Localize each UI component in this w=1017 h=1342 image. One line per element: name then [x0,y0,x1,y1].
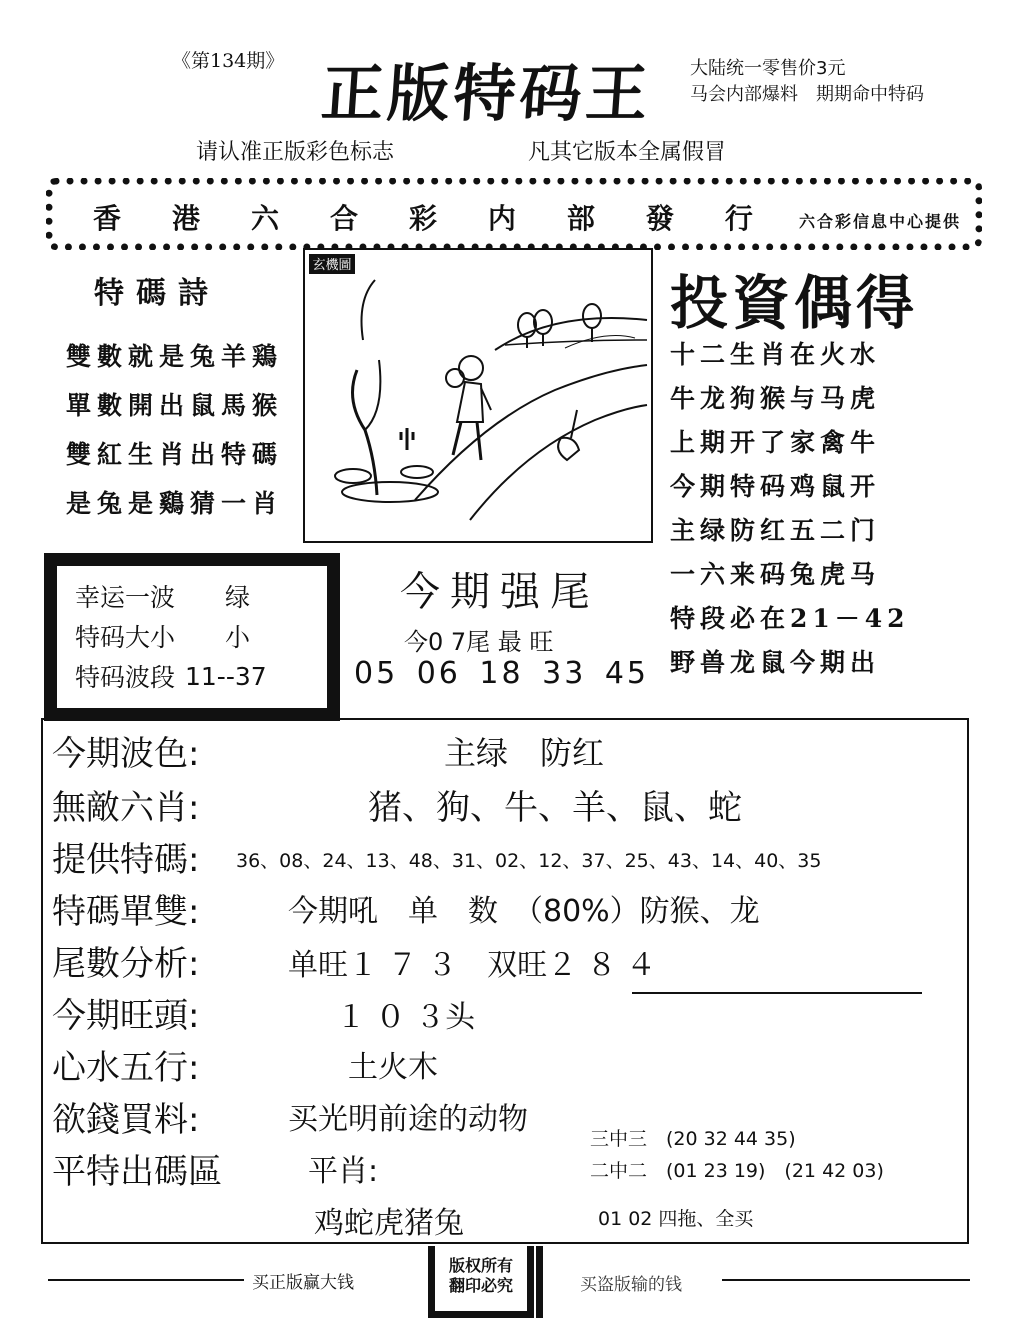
poem-lines [66,332,283,528]
banner-word: 内 [487,202,516,235]
head-label: 今期旺頭: [52,996,200,1036]
banner-word: 港 [171,202,200,235]
copyright-box [428,1246,534,1318]
price-text: 大陆统一零售价3元 [690,58,846,79]
release-banner [46,178,982,250]
invest-title: 投資偶得 [670,269,919,337]
invest-line: 野兽龙鼠今期出 [670,648,881,677]
drag-value: 01 02 四拖、全买 [598,1208,754,1230]
banner-word: 六 [250,202,279,235]
banner-words [93,197,753,237]
issue-number: 《第134期》 [172,50,285,72]
lucky-value: 小 [225,623,251,652]
footer-line-right [722,1279,970,1281]
poem-line: 是兔是鷄猜一肖 [66,489,284,518]
divider-line [632,992,922,994]
poem-line: 雙紅生肖出特碼 [66,440,284,469]
oddeven-value: 今期吼 单 数 （80%）防猴、龙 [288,894,760,929]
tail-subtitle: 今0 7尾 最 旺 [404,628,554,656]
header-price-block [690,56,924,108]
flat-value: 平肖: [308,1154,379,1189]
lucky-key: 幸运一波 [75,583,176,612]
slogan-text: 马会内部爆料 期期命中特码 [690,84,924,105]
notice-left: 请认准正版彩色标志 [196,140,395,165]
banner-note: 六合彩信息中心提供 [798,212,961,231]
lucky-key: 特码波段 [75,663,176,692]
invest-line: 上期开了家禽牛 [670,428,881,457]
lucky-value: 绿 [225,583,251,612]
six-animals-value: 猪、狗、牛、羊、鼠、蛇 [368,788,742,828]
color-label: 今期波色: [52,734,200,774]
flat-label: 平特出碼區 [52,1152,222,1192]
footer-right: 买盗版输的钱 [580,1275,682,1295]
banner-word: 發 [645,202,674,235]
copyright-line: 翻印必究 [448,1276,513,1295]
banner-word: 香 [93,202,122,235]
lucky-row [57,576,327,616]
banner-word: 部 [566,202,595,235]
riddle-picture [303,248,653,543]
invest-lines [670,333,910,685]
poem-line: 單數開出鼠馬猴 [66,391,284,420]
banner-word: 合 [329,202,358,235]
riddle-illustration [305,250,651,541]
oddeven-label: 特碼單雙: [52,892,200,932]
three-in-three: 三中三 (20 32 44 35) [590,1128,796,1150]
two-in-two: 二中二 (01 23 19) (21 42 03) [590,1160,884,1182]
lucky-value: 11--37 [185,661,267,691]
invest-line: 特段必在21－42 [670,604,910,633]
head-value: １ ０ ３头 [336,1000,476,1035]
buy-value: 买光明前途的动物 [288,1102,528,1137]
element-value: 土火木 [348,1050,438,1085]
copyright-line: 版权所有 [448,1256,513,1275]
tail-numbers: 05 06 18 33 45 [354,656,650,691]
lucky-row [57,656,327,696]
six-animals-label: 無敵六肖: [52,788,200,828]
footer-line-left [48,1279,244,1281]
banner-word: 行 [724,202,753,235]
notice-right: 凡其它版本全属假冒 [528,140,727,165]
tail-analysis-label: 尾數分析: [52,944,200,984]
footer-left: 买正版赢大钱 [252,1273,354,1293]
lucky-row [57,616,327,656]
picture-caption: 玄機圖 [312,258,352,273]
poem-line: 雙數就是兔羊鶏 [66,342,284,371]
element-label: 心水五行: [52,1048,200,1088]
lucky-key: 特码大小 [75,623,176,652]
buy-label: 欲錢買料: [52,1100,200,1140]
tail-title: 今期强尾 [400,569,600,615]
invest-line: 今期特码鸡鼠开 [670,472,881,501]
poem-title: 特碼詩 [94,276,220,311]
lucky-box [44,553,340,721]
codes-value: 36、08、24、13、48、31、02、12、37、25、43、14、40、35 [236,850,822,872]
codes-label: 提供特碼: [52,840,200,880]
invest-line: 牛龙狗猴与马虎 [670,384,881,413]
invest-line: 主绿防红五二门 [670,516,881,545]
color-value: 主绿 防红 [444,734,605,772]
copy-box-shadow [536,1246,543,1318]
invest-line: 一六来码兔虎马 [670,560,881,589]
banner-word: 彩 [408,202,437,235]
flat-animals: 鸡蛇虎猪兔 [314,1206,464,1241]
page-title: 正版特码王 [319,57,655,130]
invest-line: 十二生肖在火水 [670,340,881,369]
tail-analysis-value: 单旺１ ７ ３ 双旺２ ８ ４ [288,948,657,983]
